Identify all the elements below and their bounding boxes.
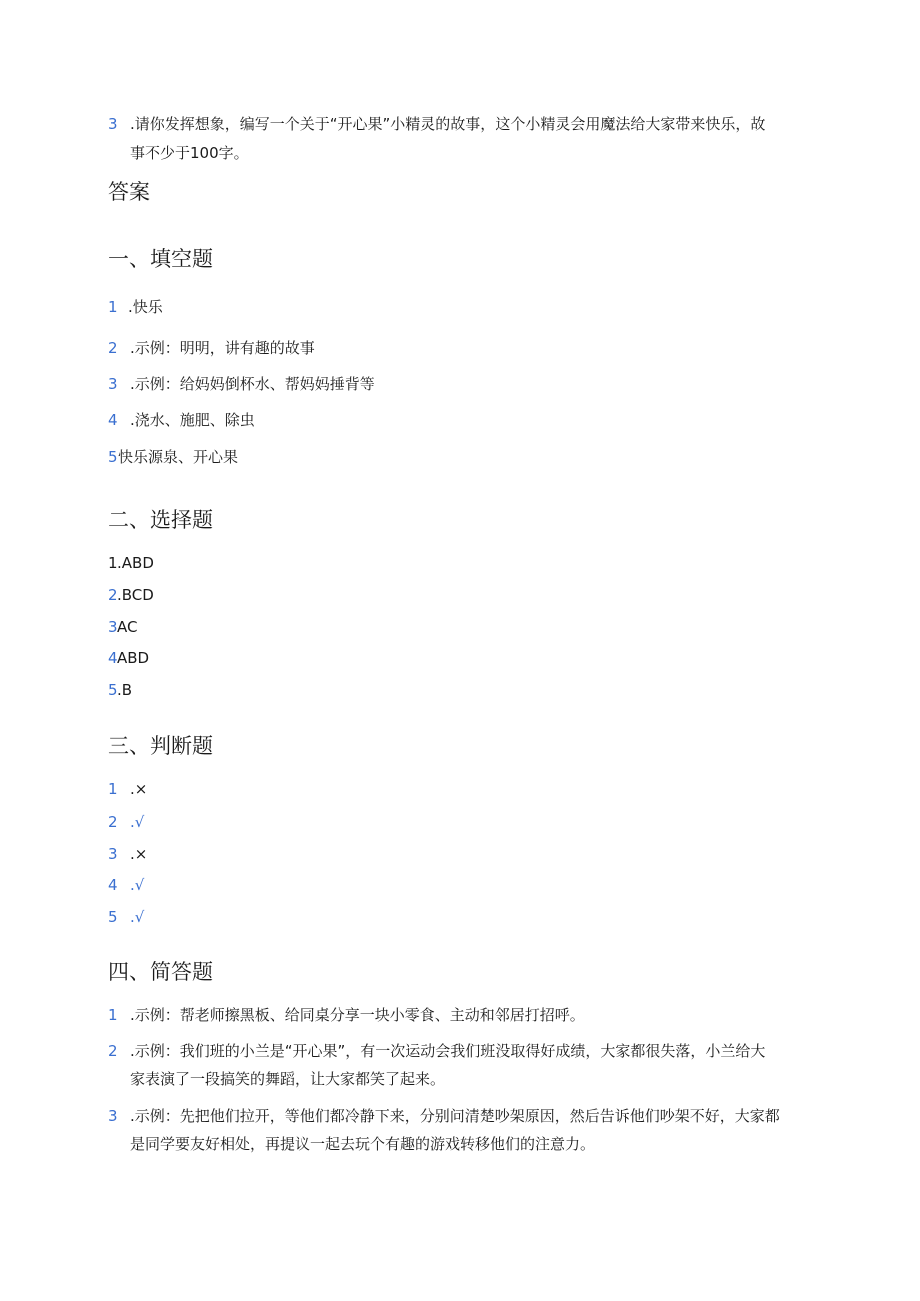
- item-text: .快乐: [128, 298, 163, 316]
- item-text: .示例：明明，讲有趣的故事: [130, 339, 315, 357]
- item-text: ABD: [117, 649, 150, 667]
- item-number: 1: [108, 1006, 118, 1024]
- item-number: 3: [108, 618, 118, 636]
- item-text: .ABD: [117, 554, 154, 572]
- question-text-line2: 事不少于100字。: [130, 144, 249, 162]
- item-text-line2: 是同学要友好相处，再提议一起去玩个有趣的游戏转移他们的注意力。: [130, 1135, 596, 1153]
- item-text: .示例：帮老师擦黑板、给同桌分享一块小零食、主动和邻居打招呼。: [130, 1006, 585, 1024]
- item-text: .√: [130, 876, 145, 894]
- item-text-line2: 家表演了一段搞笑的舞蹈，让大家都笑了起来。: [130, 1070, 446, 1088]
- item-number: 5: [108, 908, 118, 926]
- item-number: 1: [108, 298, 118, 316]
- item-text: 快乐源泉、开心果: [118, 448, 239, 466]
- section-title-fill: 一、填空题: [108, 247, 213, 271]
- section-title-judge: 三、判断题: [108, 734, 213, 758]
- item-number: 4: [108, 411, 118, 429]
- section-title-choice: 二、选择题: [108, 508, 213, 532]
- item-number: 4: [108, 649, 118, 667]
- item-number: 1: [108, 780, 118, 798]
- answer-heading: 答案: [108, 180, 150, 204]
- item-number: 4: [108, 876, 118, 894]
- item-number: 2: [108, 339, 118, 357]
- item-number: 5: [108, 448, 118, 466]
- item-number: 3: [108, 1107, 118, 1125]
- item-text: .√: [130, 908, 145, 926]
- item-text-line1: .示例：先把他们拉开，等他们都冷静下来，分别问清楚吵架原因，然后告诉他们吵架不好，大家都: [130, 1107, 780, 1125]
- item-number: 1: [108, 554, 118, 572]
- item-text: .B: [117, 681, 133, 699]
- item-number: 5: [108, 681, 118, 699]
- section-title-short: 四、简答题: [108, 960, 213, 984]
- item-number: 3: [108, 375, 118, 393]
- item-text: .BCD: [117, 586, 154, 604]
- item-text: .√: [130, 813, 145, 831]
- item-text-line1: .示例：我们班的小兰是“开心果”，有一次运动会我们班没取得好成绩，大家都很失落，小兰给大: [130, 1042, 766, 1060]
- item-text: AC: [117, 618, 138, 636]
- item-text: .×: [130, 780, 148, 798]
- item-number: 2: [108, 586, 118, 604]
- item-number: 2: [108, 813, 118, 831]
- item-text: .浇水、施肥、除虫: [130, 411, 255, 429]
- question-text-line1: .请你发挥想象，编写一个关于“开心果”小精灵的故事，这个小精灵会用魔法给大家带来快乐，故: [130, 115, 766, 133]
- item-number: 2: [108, 1042, 118, 1060]
- item-number: 3: [108, 845, 118, 863]
- item-text: .示例：给妈妈倒杯水、帮妈妈捶背等: [130, 375, 375, 393]
- question-number: 3: [108, 115, 118, 133]
- item-text: .×: [130, 845, 148, 863]
